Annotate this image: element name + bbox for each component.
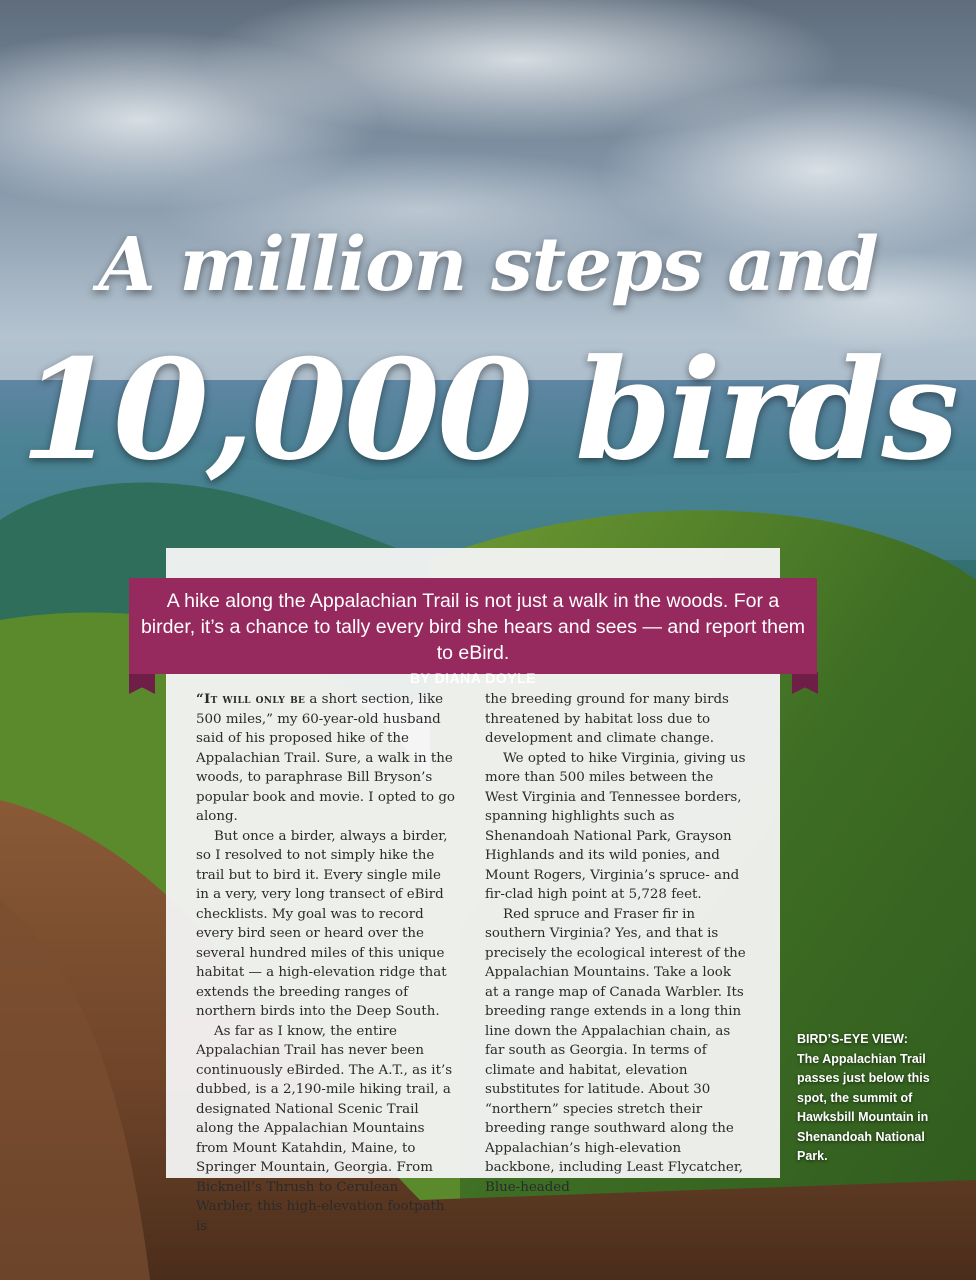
paragraph: the breeding ground for many birds threatened by habitat loss due to development and climate change. xyxy=(485,692,729,746)
caption-head: BIRD’S-EYE VIEW: xyxy=(797,1032,908,1046)
paragraph: But once a birder, always a birder, so I resolved to not simply hike the trail but to bird it. Every single mile in a very, very long transect of eBird checklists. My goal was to record every bird seen or heard over the several hundred miles of this unique habitat — a high-elevation ridge that extends the breeding ranges of northern birds into the Deep South. xyxy=(196,828,448,1019)
paragraph: Red spruce and Fraser fir in southern Virginia? Yes, and that is precisely the ecological interest of the Appalachian Mountains. Take a look at a range map of Canada Warbler. Its breeding range extends in a long thin line down the Appalachian chain, as far south as Georgia. In terms of climate and habitat, elevation substitutes for latitude. About 30 “northern” species stretch their breeding range southward along the Appalachian’s high-elevation backbone, including Least Flycatcher, Blue-headed xyxy=(485,906,746,1195)
headline-line-1: A million steps and xyxy=(98,222,878,308)
paragraph xyxy=(196,690,458,827)
byline: BY DIANA DOYLE xyxy=(409,670,536,686)
lead-in: “It will only be xyxy=(196,691,306,707)
photo-caption xyxy=(797,1030,947,1167)
headline-line-2: 10,000 birds xyxy=(20,328,956,491)
caption-text: The Appalachian Trail passes just below this spot, the summit of Hawksbill Mountain in Shenandoah National Park. xyxy=(797,1051,930,1163)
article-column-2 xyxy=(485,690,747,1197)
paragraph: As far as I know, the entire Appalachian Trail has never been continuously eBirded. The A.T., as it’s dubbed, is a 2,190-mile hiking trail, a designated National Scenic Trail along the Appalachian Mountains from Mount Katahdin, Maine, to Springer Mountain, Georgia. From Bicknell’s Thrush to Cerulean Warbler, this high-elevation footpath is xyxy=(196,1023,453,1234)
dek-text: A hike along the Appalachian Trail is not just a walk in the woods. For a birder, it’s a chance to tally every bird she hears and sees — and report them to eBird. xyxy=(140,590,806,664)
paragraph: We opted to hike Virginia, giving us more than 500 miles between the West Virginia and Tennessee borders, spanning highlights such as Shenandoah National Park, Grayson Highlands and its wild ponies, and Mount Rogers, Virginia’s spruce- and fir-clad high point at 5,728 feet. xyxy=(485,750,746,902)
article-column-1 xyxy=(196,690,458,1236)
dek-banner xyxy=(129,578,817,686)
paragraph-text: a short section, like 500 miles,” my 60-year-old husband said of his proposed hike of the Appalachian Trail. Sure, a walk in the woods, to paraphrase Bill Bryson’s popular book and movie. I opted to go along. xyxy=(196,692,455,824)
